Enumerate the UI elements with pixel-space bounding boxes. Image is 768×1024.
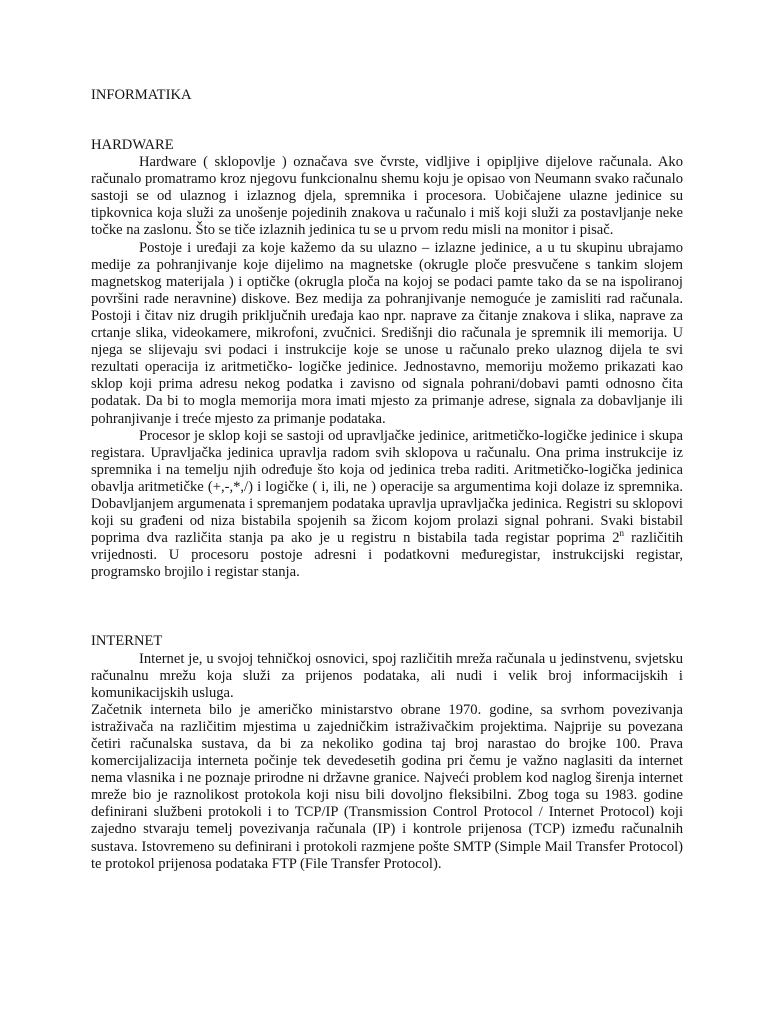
document-body: [91, 87, 683, 873]
paragraph-internet-1: Internet je, u svojoj tehničkoj osnovici, spoj različitih mreža računala u jedinstvenu, svjetsku računalnu mrežu koja služi za prijenos podataka, ali nudi i velik broj informacijskih i komunikacijskih usluga.: [91, 650, 683, 701]
section-internet: [91, 633, 683, 872]
paragraph-hardware-2: Postoje i uređaji za koje kažemo da su ulazno – izlazne jedinice, a u tu skupinu ubrajamo medije za pohranjivanje koje dijelimo na magnetske (okrugle ploče presvučene s tankim slojem magnetskog materijala ) i optičke (okrugla ploča na kojoj se podaci pamte tako da se na ispoliranoj površini rade neravnine) diskove. Bez medija za pohranjivanje nemoguće je zamisliti rad računala. Postoji i čitav niz drugih priključnih uređaja kao npr. naprave za čitanje znakova i slika, naprave za crtanje slika, videokamere, mikrofoni, zvučnici. Središnji dio računala je spremnik ili memorija. U njega se slijevaju svi podaci i instrukcije koje se unose u računalo preko ulaznog dijela te svi rezultati operacija iz aritmetičko- logičke jedinice. Jednostavno, memoriju možemo prikazati kao sklop koji prima adresu nekog podatka i zavisno od signala pohrani/dobavi pamti odnosno čita podatak. Da bi to mogla memorija mora imati mjesto za primanje adrese, signala za dobavljanje ili pohranjivanje i treće mjesto za primanje podataka.: [91, 239, 683, 427]
paragraph-hardware-3: [91, 428, 683, 582]
paragraph-internet-2: Začetnik interneta bilo je američko ministarstvo obrane 1970. godine, sa svrhom povezivanja istraživača na različitim mjestima u zajedničkim istraživačkim projektima. Najprije su povezana četiri računalska sustava, da bi za nekoliko godina taj broj narastao do brojke 100. Prava komercijalizacija interneta počinje tek devedesetih godina pri čemu je važno naglasiti da internet nema vlasnika i ne poznaje prirodne ni državne granice. Najveći problem kod naglog širenja internet mreže bio je raznolikost protokola koji nisu bili dovoljno fleksibilni. Zbog toga su 1983. godine definirani službeni protokoli i to TCP/IP (Transmission Control Protocol / Internet Protocol) koji zajedno stvaraju temelj povezivanja računala (IP) i kontrole prijenosa (TCP) između računalnih sustava. Istovremeno su definirani i protokoli razmjene pošte SMTP (Simple Mail Transfer Protocol) te protokol prijenosa podataka FTP (File Transfer Protocol).: [91, 701, 683, 872]
section-hardware: [91, 137, 683, 581]
section-heading-hardware: HARDWARE: [91, 137, 174, 153]
spacer: [91, 104, 683, 137]
spacer: [91, 581, 683, 633]
section-heading-internet: INTERNET: [91, 633, 163, 650]
paragraph-hardware-1: Hardware ( sklopovlje ) označava sve čvrste, vidljive i opipljive dijelove računala. Ako računalo promatramo kroz njegovu funkcionalnu shemu koju je opisao von Neumann svako računalo sastoji se od ulaznog i izlaznog djela, spremnika i procesora. Uobičajene ulazne jedinice su tipkovnica koja služi za unošenje pojedinih znakova u računalo i miš koji služi za postavljanje neke točke na zaslonu. Što se tiče izlaznih jedinica tu se u prvom redu misli na monitor i pisač.: [91, 154, 683, 239]
document-title: INFORMATIKA: [91, 87, 192, 103]
paragraph-hardware-3-text: Procesor je sklop koji se sastoji od upravljačke jedinice, aritmetičko-logičke jedinice i skupa registara. Upravljačka jedinica upravlja radom svih sklopova u računalu. Ona prima instrukcije iz spremnika i na temelju njih određuje što koja od jedinica treba raditi. Aritmetičko-logička jedinica obavlja aritmetičke (+,-,*,/) i logičke ( i, ili, ne ) operacije sa argumentima koji dolaze iz spremnika. Dobavljanjem argumenata i spremanjem podataka upravlja upravljačka jedinica. Registri su sklopovi koji su građeni od niza bistabila spojenih sa žicom kojom prolazi signal pohrani. Svaki bistabil poprima dva različita stanja pa ako je u registru n bistabila tada registar poprima 2: [91, 427, 683, 547]
paragraph-hardware-3-tail: različitih vrijednosti. U procesoru postoje adresni i podatkovni međuregistar, instrukcijski registar, programsko brojilo i registar stanja.: [91, 530, 683, 581]
superscript-n: n: [619, 528, 624, 539]
